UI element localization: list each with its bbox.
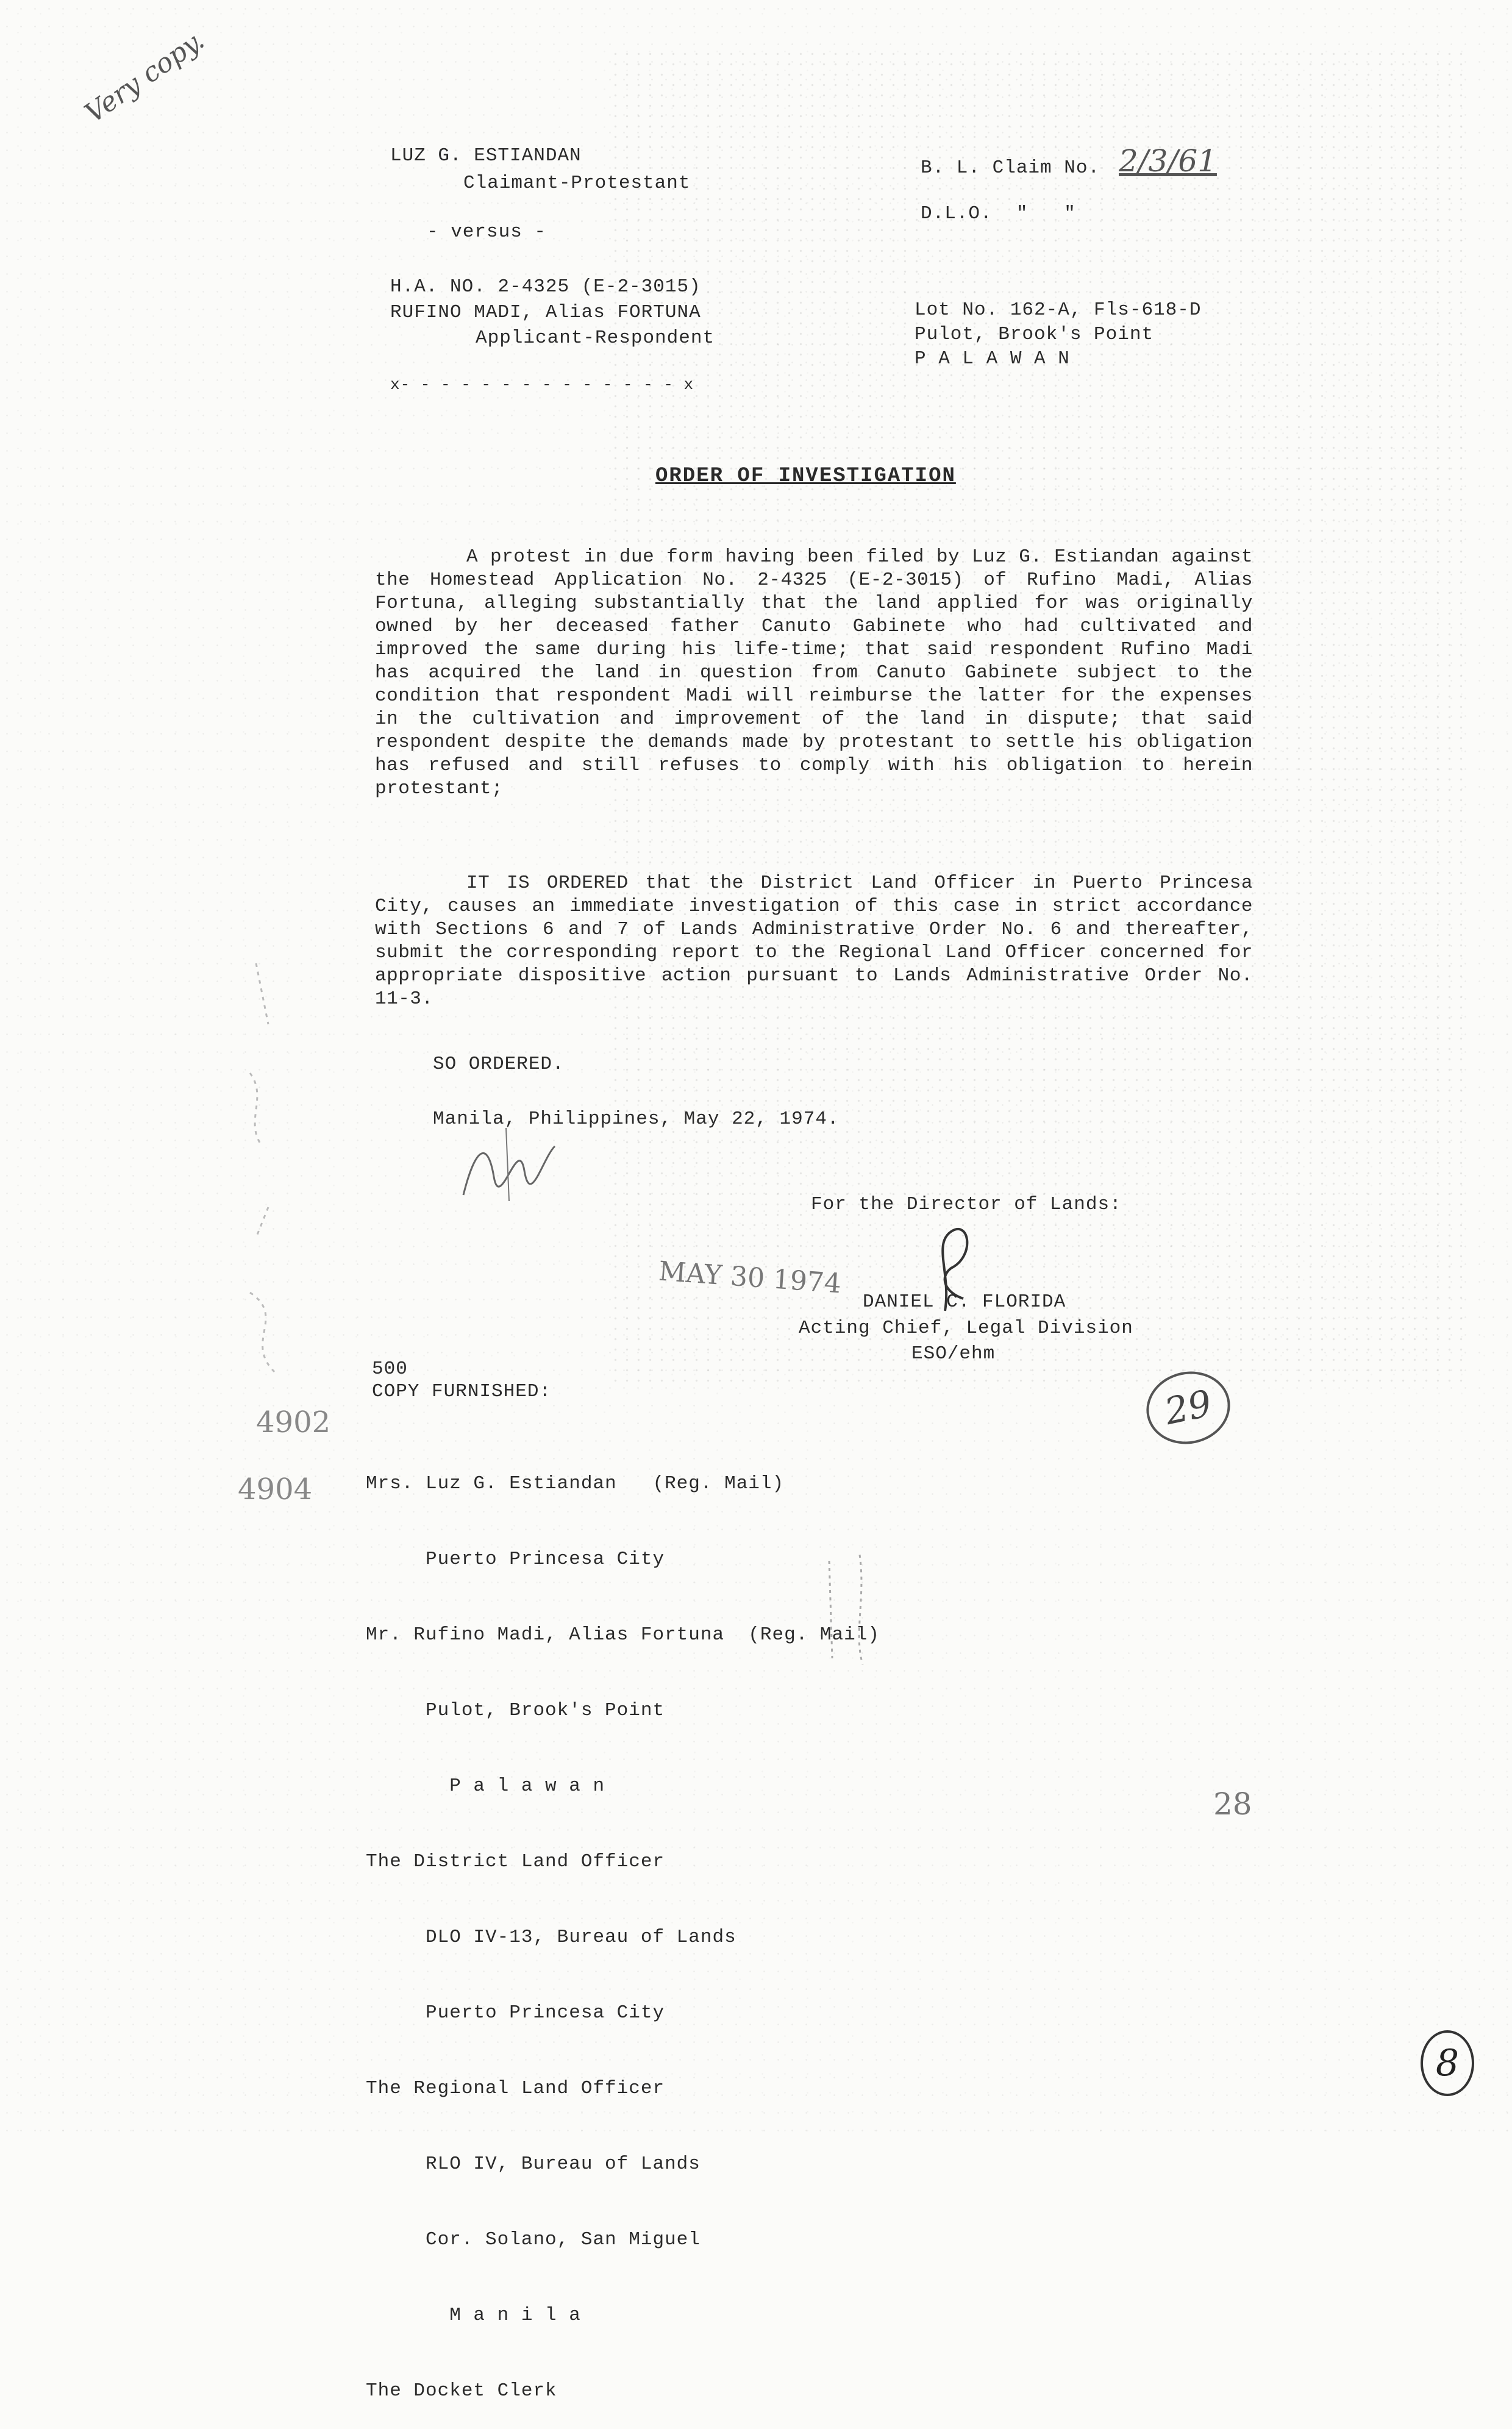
pencil-bracket-marks [811,1549,884,1671]
cc-line: Cor. Solano, San Miguel [366,2229,701,2250]
claimant-name: LUZ G. ESTIANDAN [390,145,582,166]
copy-furnished-list [366,1421,880,2429]
date-line: Manila, Philippines, May 22, 1974. [433,1108,840,1130]
page-number-28: 28 [1213,1786,1252,1822]
for-director: For the Director of Lands: [811,1194,1122,1215]
circled-number-8 [1421,2030,1474,2096]
signatory-title: Acting Chief, Legal Division [799,1318,1133,1339]
initials-scribble [451,1122,561,1207]
bl-claim-label: B. L. Claim No. [921,157,1100,179]
lot-place: Pulot, Brook's Point [915,324,1154,345]
paragraph-protest: A protest in due form having been filed by Luz G. Estiandan against the Homestead Application No. 2-4325 (E-2-3015) of Rufino Madi, Alias Fortuna, alleging substantially that the land applied for was originally owned by her deceased father Canuto Gabinete who had cultivated and improved the same during his life-time; that said respondent Rufino Madi has acquired the land in question from Canuto Gabinete subject to the condition that respondent Madi will reimburse the latter for the expenses in the cultivation and improvement of the land in dispute; that said respondent despite the demands made by protestant to settle his obligation has refused and still refuses to comply with his obligation to herein protestant; [375,546,1253,799]
signatory-name: DANIEL C. FLORIDA [863,1291,1066,1313]
initials: ESO/ehm [911,1343,996,1364]
versus-text: - versus - [427,221,547,243]
cc-line: Puerto Princesa City [366,2002,665,2024]
circled-number-8-text: 8 [1435,2042,1460,2085]
cc-line: Mrs. Luz G. Estiandan (Reg. Mail) [366,1473,785,1494]
respondent-role: Applicant-Respondent [476,327,715,349]
cc-line: DLO IV-13, Bureau of Lands [366,1927,736,1948]
dlo-label: D.L.O. " " [921,203,1076,224]
lot-province: P A L A W A N [915,348,1070,369]
hand-number-4904: 4904 [238,1472,313,1507]
lot-number: Lot No. 162-A, Fls-618-D [915,299,1202,321]
margin-note: Very copy. [79,24,210,129]
circled-number-29-text: 29 [1161,1382,1216,1434]
cc-line: RLO IV, Bureau of Lands [366,2153,701,2175]
reference-number: 500 [372,1358,408,1380]
received-stamp-date: MAY 30 1974 [657,1255,843,1300]
margin-pencil-marks [232,951,354,1500]
cc-line: The Docket Clerk [366,2380,557,2402]
page-title: ORDER OF INVESTIGATION [655,465,956,488]
bl-claim-number: 2/3/61 [1119,143,1217,179]
ha-number: H.A. NO. 2-4325 (E-2-3015) [390,276,701,298]
cc-line: P a l a w a n [366,1775,605,1797]
cc-line: M a n i l a [366,2305,581,2326]
paragraph-order: IT IS ORDERED that the District Land Officer in Puerto Princesa City, causes an immediate investigation of this case in strict accordance with Sections 6 and 7 of Lands Administrative Order No. 6 and thereafter, submit the corresponding report to the Regional Land Officer concerned for appropriate dispositive action pursuant to Lands Administrative Order No. 11-3. [375,872,1253,1010]
caption-dash-line: x- - - - - - - - - - - - - - x [390,376,694,394]
hand-number-4902: 4902 [256,1405,331,1439]
cc-line: The District Land Officer [366,1851,665,1872]
cc-line: Mr. Rufino Madi, Alias Fortuna (Reg. Mail) [366,1624,880,1646]
copy-furnished-label: COPY FURNISHED: [372,1381,552,1402]
cc-line: Puerto Princesa City [366,1549,665,1570]
claimant-role: Claimant-Protestant [463,173,691,194]
so-ordered: SO ORDERED. [433,1054,565,1075]
cc-line: Pulot, Brook's Point [366,1700,665,1721]
respondent-name: RUFINO MADI, Alias FORTUNA [390,302,701,323]
circled-number-29 [1139,1364,1237,1452]
cc-line: The Regional Land Officer [366,2078,665,2099]
